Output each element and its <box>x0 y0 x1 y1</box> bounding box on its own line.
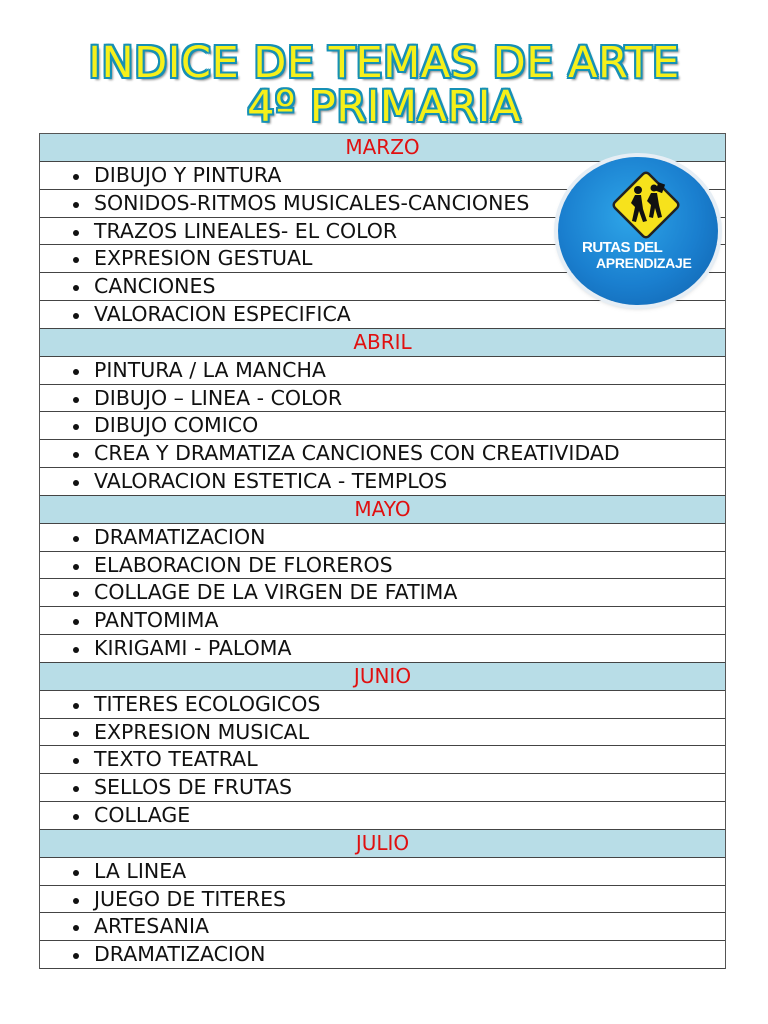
bullet-icon <box>73 786 79 792</box>
page-title-line-2: 4º PRIMARIA <box>247 82 521 132</box>
topic-list-item <box>40 385 725 413</box>
topic-list-item <box>40 579 725 607</box>
topic-label: COLLAGE DE LA VIRGEN DE FATIMA <box>94 580 458 605</box>
topic-list-item <box>40 858 725 886</box>
bullet-icon <box>73 480 79 486</box>
bullet-icon <box>73 925 79 931</box>
topic-list-item <box>40 691 725 719</box>
bullet-icon <box>73 536 79 542</box>
bullet-icon <box>73 591 79 597</box>
bullet-icon <box>73 814 79 820</box>
bullet-icon <box>73 424 79 430</box>
month-header-junio: JUNIO <box>40 663 725 691</box>
topic-list-item <box>40 886 725 914</box>
topic-label: DRAMATIZACION <box>94 524 266 549</box>
topic-label: ARTESANIA <box>94 914 210 939</box>
topic-label: DIBUJO – LINEA - COLOR <box>94 385 343 410</box>
page-title-line-1: INDICE DE TEMAS DE ARTE <box>88 38 680 88</box>
topic-list-item <box>40 301 725 329</box>
topic-label: COLLAGE <box>94 802 191 827</box>
school-crossing-sign-icon <box>558 157 718 305</box>
topic-label: EXPRESION GESTUAL <box>94 246 313 271</box>
topic-list-item <box>40 802 725 830</box>
topic-list-item <box>40 941 725 969</box>
topic-label: DRAMATIZACION <box>94 942 266 967</box>
topic-list-item <box>40 412 725 440</box>
topic-list-item <box>40 357 725 385</box>
topic-list-item <box>40 774 725 802</box>
topic-label: JUEGO DE TITERES <box>94 886 287 911</box>
month-header-abril: ABRIL <box>40 329 725 357</box>
bullet-icon <box>73 564 79 570</box>
topic-list-item <box>40 719 725 747</box>
bullet-icon <box>73 313 79 319</box>
bullet-icon <box>73 174 79 180</box>
topic-label: SONIDOS-RITMOS MUSICALES-CANCIONES <box>94 190 530 215</box>
topic-label: TRAZOS LINEALES- EL COLOR <box>94 218 398 243</box>
topic-label: DIBUJO Y PINTURA <box>94 163 282 187</box>
topic-label: VALORACION ESTETICA - TEMPLOS <box>94 468 448 493</box>
topic-label: SELLOS DE FRUTAS <box>94 775 293 800</box>
topic-label: LA LINEA <box>94 858 187 883</box>
topic-list-item <box>40 468 725 496</box>
topic-list-item <box>40 607 725 635</box>
bullet-icon <box>73 619 79 625</box>
rutas-del-aprendizaje-logo <box>558 157 718 305</box>
month-header-julio: JULIO <box>40 830 725 858</box>
topic-label: CANCIONES <box>94 274 216 299</box>
topic-label: EXPRESION MUSICAL <box>94 719 310 744</box>
topic-label: CREA Y DRAMATIZA CANCIONES CON CREATIVIDAD <box>94 441 620 466</box>
bullet-icon <box>73 452 79 458</box>
logo-text-aprendizaje: APRENDIZAJE <box>596 255 692 271</box>
bullet-icon <box>73 898 79 904</box>
topic-list-item <box>40 746 725 774</box>
bullet-icon <box>73 285 79 291</box>
month-header-mayo: MAYO <box>40 496 725 524</box>
bullet-icon <box>73 758 79 764</box>
topic-list-item <box>40 913 725 941</box>
topic-label: TITERES ECOLOGICOS <box>94 691 321 716</box>
topic-label: TEXTO TEATRAL <box>94 747 258 772</box>
topic-list-item <box>40 524 725 552</box>
bullet-icon <box>73 731 79 737</box>
bullet-icon <box>73 230 79 236</box>
topic-label: VALORACION ESPECIFICA <box>94 301 351 326</box>
topic-list-item <box>40 635 725 663</box>
bullet-icon <box>73 397 79 403</box>
bullet-icon <box>73 647 79 653</box>
month-header-marzo: MARZO <box>40 134 725 162</box>
topic-label: PINTURA / LA MANCHA <box>94 357 326 382</box>
bullet-icon <box>73 369 79 375</box>
topic-label: KIRIGAMI - PALOMA <box>94 635 292 660</box>
logo-text-rutas-del: RUTAS DEL <box>582 239 663 256</box>
topic-label: PANTOMIMA <box>94 608 219 633</box>
topic-list-item <box>40 552 725 580</box>
bullet-icon <box>73 257 79 263</box>
topic-list-item <box>40 440 725 468</box>
topic-label: ELABORACION DE FLOREROS <box>94 552 393 577</box>
bullet-icon <box>73 953 79 959</box>
bullet-icon <box>73 703 79 709</box>
bullet-icon <box>73 202 79 208</box>
bullet-icon <box>73 870 79 876</box>
topic-label: DIBUJO COMICO <box>94 413 259 438</box>
